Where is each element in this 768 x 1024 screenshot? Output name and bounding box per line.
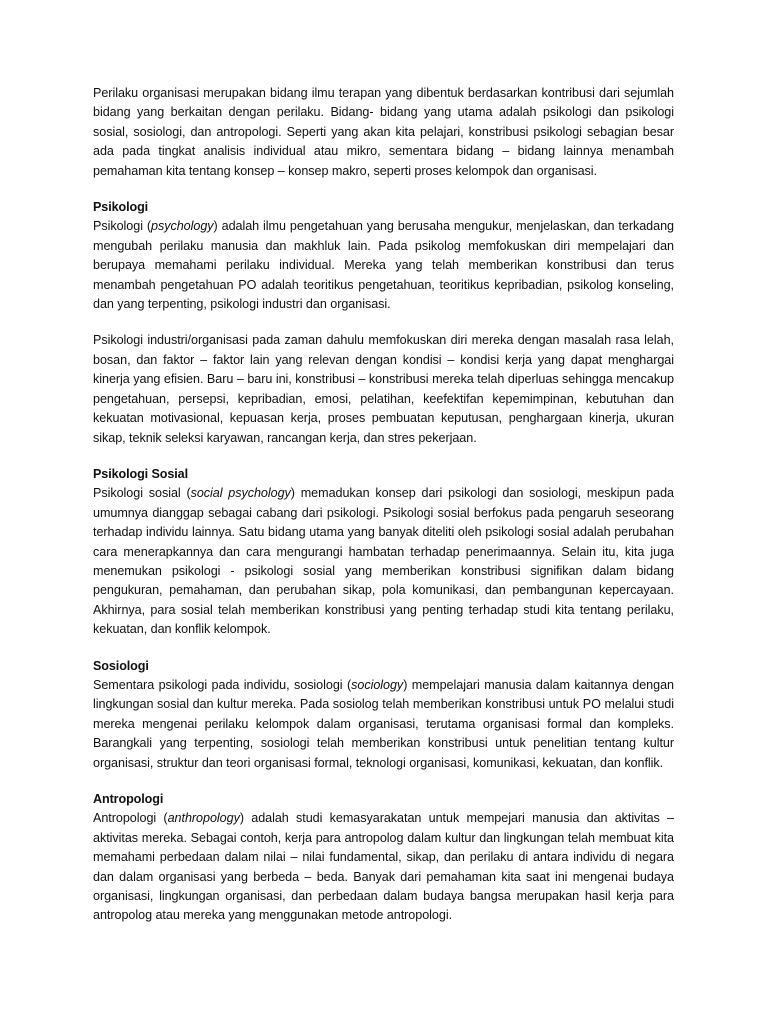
text-run: Psikologi sosial ( [93, 486, 191, 501]
italic-term: social psychology [190, 486, 291, 501]
section-heading-psikologi-sosial: Psikologi Sosial [93, 466, 188, 481]
section-heading-antropologi: Antropologi [93, 792, 164, 806]
psikologi-paragraph-2: Psikologi industri/organisasi pada zaman dahulu memfokuskan diri mereka dengan masalah rasa lelah, bosan, dan faktor – faktor lain yang relevan dengan kondisi – kondisi kerja yang dapat menghargai kinerja yang efisien. Baru – baru ini, konstribusi – konstribusi mereka telah diperluas sehingga mencakup pengetahuan, persepsi, kepribadian, emosi, pelatihan, keefektifan kepemimpinan, kebutuhan dan kekuatan motivasional, kepuasan kerja, proses pembuatan keputusan, penghargaan kinerja, ukuran sikap, teknik seleksi karyawan, rancangan kerja, dan stres pekerjaan. [93, 333, 674, 445]
text-run: Antropologi ( [93, 811, 168, 826]
italic-term: sociology [351, 677, 404, 692]
text-run: ) adalah ilmu pengetahuan yang berusaha mengukur, menjelaskan, dan terkadang mengubah perilaku manusia dan makhluk lain. Pada psikolog memfokuskan diri mempelajari dan berupaya memahami perilaku individual. Mereka yang telah memberikan konstribusi dan terus menambah pengetahuan PO adalah teoritikus pengetahuan, teoritikus kepribadian, psikolog konseling, dan yang terpenting, psikologi industri dan organisasi. [93, 219, 675, 312]
text-run: ) mempelajari manusia dalam kaitannya dengan lingkungan sosial dan kultur mereka. Pada sosiolog telah memberikan konstribusi untuk PO melalui studi mereka mengenai perilaku kelompok dalam organisasi, terutama organisasi formal dan kompleks. Barangkali yang terpenting, sosiologi telah memberikan konstribusi untuk penelitian tentang kultur organisasi, struktur dan teori organisasi formal, teknologi organisasi, komunikasi, kekuatan, dan konflik. [93, 677, 674, 770]
text-run: Psikologi ( [93, 219, 152, 234]
section-heading-psikologi: Psikologi [93, 200, 149, 215]
italic-term: anthropology [167, 811, 240, 826]
text-run: ) adalah studi kemasyarakatan untuk mempejari manusia dan aktivitas – aktivitas mereka. Sebagai contoh, kerja para antropolog dalam kultur dan lingkungan telah membuat kita memahami perbedaan dalam nilai – nilai fundamental, sikap, dan perilaku di antara individu di negara dan dalam organisasi yang berbeda – beda. Banyak dari pemahaman kita saat ini mengenai budaya organisasi, lingkungan organisasi, dan perbedaan dalam budaya bangsa merupakan hasil kerja para antropolog atau mereka yang menggunakan metode antropologi. [93, 811, 674, 923]
antropologi-paragraph [93, 809, 674, 925]
intro-paragraph: Perilaku organisasi merupakan bidang ilmu terapan yang dibentuk berdasarkan kontribusi dari sejumlah bidang yang berkaitan dengan perilaku. Bidang- bidang yang utama adalah psikologi dan psikologi sosial, sosiologi, dan antropologi. Seperti yang akan kita pelajari, konstribusi psikologi sebagian besar ada pada tingkat analisis individual atau mikro, sementara bidang – bidang lainnya menambah pemahaman kita tentang konsep – konsep makro, seperti proses kelompok dan organisasi. [93, 86, 674, 178]
psikologi-paragraph-1 [93, 217, 674, 314]
text-run: ) memadukan konsep dari psikologi dan sosiologi, meskipun pada umumnya dianggap sebagai cabang dari psikologi. Psikologi sosial berfokus pada pengaruh seseorang terhadap individu lainnya. Satu bidang utama yang banyak diteliti oleh psikologi sosial adalah perubahan cara menerapkannya dan cara mengurangi hambatan terhadap penerimaannya. Selain itu, kita juga menemukan psikologi - psikologi sosial yang memberikan konstribusi signifikan dalam bidang pengukuran, pemahaman, dan perubahan sikap, pola komunikasi, dan pembangunan kepercayaan. Akhirnya, para sosial telah memberikan konstribusi yang penting terhadap studi kita tentang perilaku, kekuatan, dan konflik kelompok. [93, 486, 675, 637]
psikologi-sosial-paragraph [93, 484, 674, 639]
sosiologi-paragraph [93, 676, 674, 773]
section-heading-sosiologi: Sosiologi [93, 658, 149, 673]
text-run: Sementara psikologi pada individu, sosiologi ( [93, 677, 352, 692]
italic-term: psychology [151, 219, 214, 234]
